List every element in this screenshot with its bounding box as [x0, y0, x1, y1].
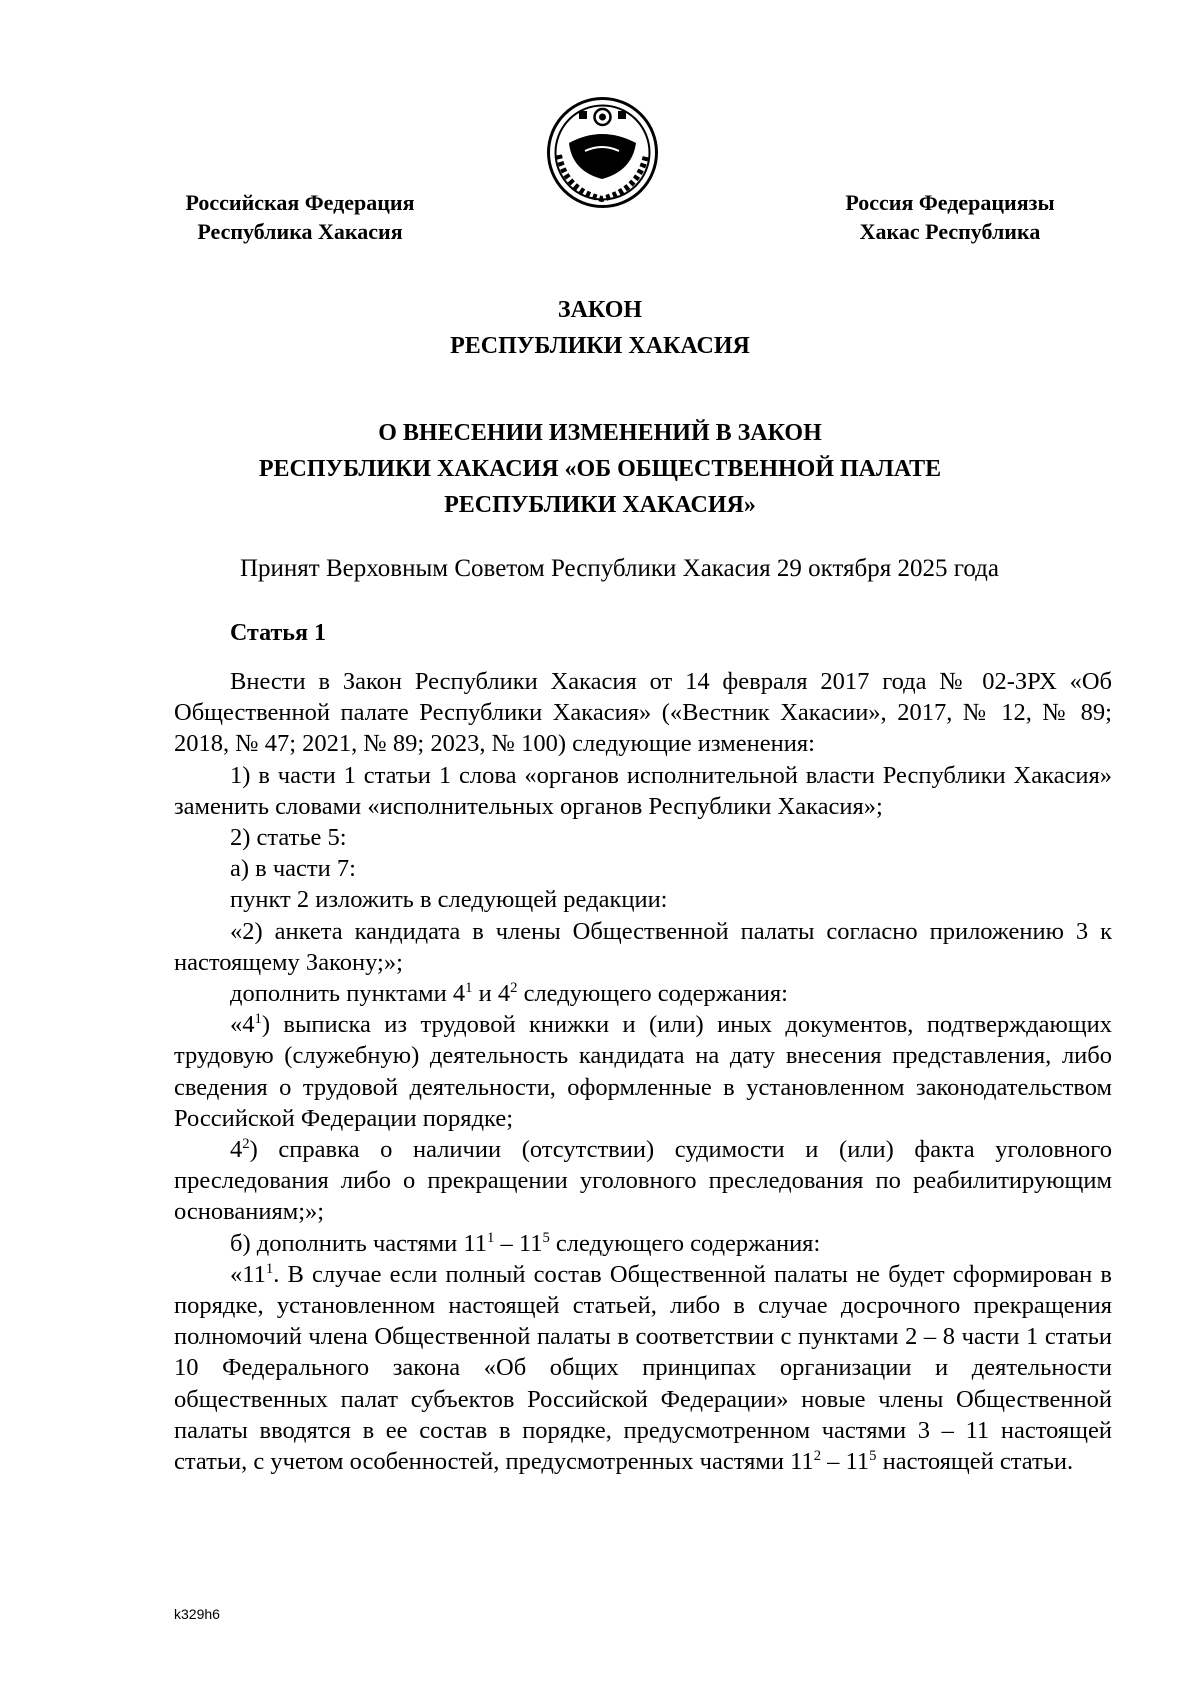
- header-left: [150, 188, 450, 246]
- text-segment: – 11: [494, 1229, 543, 1257]
- text-segment: дополнить пунктами 4: [230, 980, 466, 1008]
- superscript: 1: [265, 1260, 274, 1277]
- paragraph: [174, 1228, 1112, 1259]
- header-right: [815, 188, 1085, 246]
- text-segment: и 4: [472, 980, 511, 1008]
- paragraph: [174, 1134, 1112, 1228]
- header-right-line2: Хакас Республика: [859, 219, 1041, 244]
- text-segment: 4: [230, 1136, 243, 1164]
- text-segment: ) справка о наличии (отсутствии) судимости и (или) факта уголовного преследования либо о прекращении уголовного преследования по реабилитирующим основаниям;»;: [174, 1136, 1112, 1226]
- header-right-line1: Россия Федерациязы: [845, 190, 1055, 215]
- text-segment: б) дополнить частями 11: [230, 1229, 488, 1257]
- paragraph: [174, 978, 1112, 1009]
- paragraph: [174, 1259, 1112, 1477]
- footer-code: k329h6: [174, 1606, 220, 1622]
- superscript: 2: [510, 979, 518, 996]
- text-segment: «11: [230, 1260, 266, 1288]
- paragraph: [174, 1009, 1112, 1134]
- text-segment: «4: [230, 1011, 255, 1039]
- document-subtitle: [160, 415, 1040, 523]
- adoption-note: Принят Верховным Советом Республики Хакасия 29 октября 2025 года: [240, 555, 999, 582]
- subtitle-line3: РЕСПУБЛИКИ ХАКАСИЯ»: [444, 492, 756, 518]
- superscript: 5: [869, 1447, 877, 1464]
- article-heading: Статья 1: [230, 620, 326, 646]
- superscript: 1: [465, 979, 473, 996]
- superscript: 2: [242, 1135, 250, 1152]
- paragraph: а) в части 7:: [230, 855, 356, 883]
- paragraph: 2) статье 5:: [230, 824, 347, 852]
- subtitle-line1: О ВНЕСЕНИИ ИЗМЕНЕНИЙ В ЗАКОН: [378, 420, 822, 446]
- paragraph: «2) анкета кандидата в члены Общественной палаты согласно приложению 3 к настоящему Закону;»;: [174, 917, 1112, 976]
- text-segment: ) выписка из трудовой книжки и (или) иных документов, подтверждающих трудовую (служебную) деятельность кандидата на дату внесения представления, либо сведения о трудовой деятельности, оформленные в установленном законодательством Российской Федерации порядке;: [174, 1011, 1112, 1132]
- superscript: 5: [542, 1229, 550, 1246]
- article-body: [174, 666, 1112, 1477]
- paragraph: 1) в части 1 статьи 1 слова «органов исполнительной власти Республики Хакасия» заменить словами «исполнительных органов Республики Хакасия»;: [174, 761, 1112, 820]
- paragraph: пункт 2 изложить в следующей редакции:: [230, 886, 668, 914]
- title-line2: РЕСПУБЛИКИ ХАКАСИЯ: [450, 333, 750, 359]
- paragraph: Внести в Закон Республики Хакасия от 14 февраля 2017 года № 02-ЗРХ «Об Общественной палате Республики Хакасия» («Вестник Хакасии», 2017, № 12, № 89; 2018, № 47; 2021, № 89; 2023, № 100) следующие изменения:: [174, 668, 1112, 758]
- header-left-line1: Российская Федерация: [185, 190, 415, 215]
- text-segment: . В случае если полный состав Общественной палаты не будет сформирован в порядке, установленном настоящей статьей, либо в случае досрочного прекращения полномочий члена Общественной палаты в соответствии с пунктами 2 – 8 части 1 статьи 10 Федерального закона «Об общих принципах организации и деятельности общественных палат субъектов Российской Федерации» новые члены Общественной палаты вводятся в ее состав в порядке, предусмотренном частями 3 – 11 настоящей статьи, с учетом особенностей, предусмотренных частями 11: [174, 1260, 1112, 1476]
- text-segment: – 11: [821, 1448, 870, 1476]
- header-left-line2: Республика Хакасия: [197, 219, 403, 244]
- subtitle-line2: РЕСПУБЛИКИ ХАКАСИЯ «ОБ ОБЩЕСТВЕННОЙ ПАЛАТЕ: [258, 456, 942, 482]
- superscript: 1: [254, 1011, 262, 1028]
- text-segment: следующего содержания:: [517, 980, 788, 1008]
- coat-of-arms-icon: [545, 95, 660, 210]
- text-segment: следующего содержания:: [549, 1229, 821, 1257]
- superscript: 2: [813, 1447, 822, 1464]
- text-segment: настоящей статьи.: [876, 1448, 1074, 1476]
- title-line1: ЗАКОН: [557, 297, 643, 323]
- document-title: [160, 292, 1040, 364]
- superscript: 1: [487, 1229, 495, 1246]
